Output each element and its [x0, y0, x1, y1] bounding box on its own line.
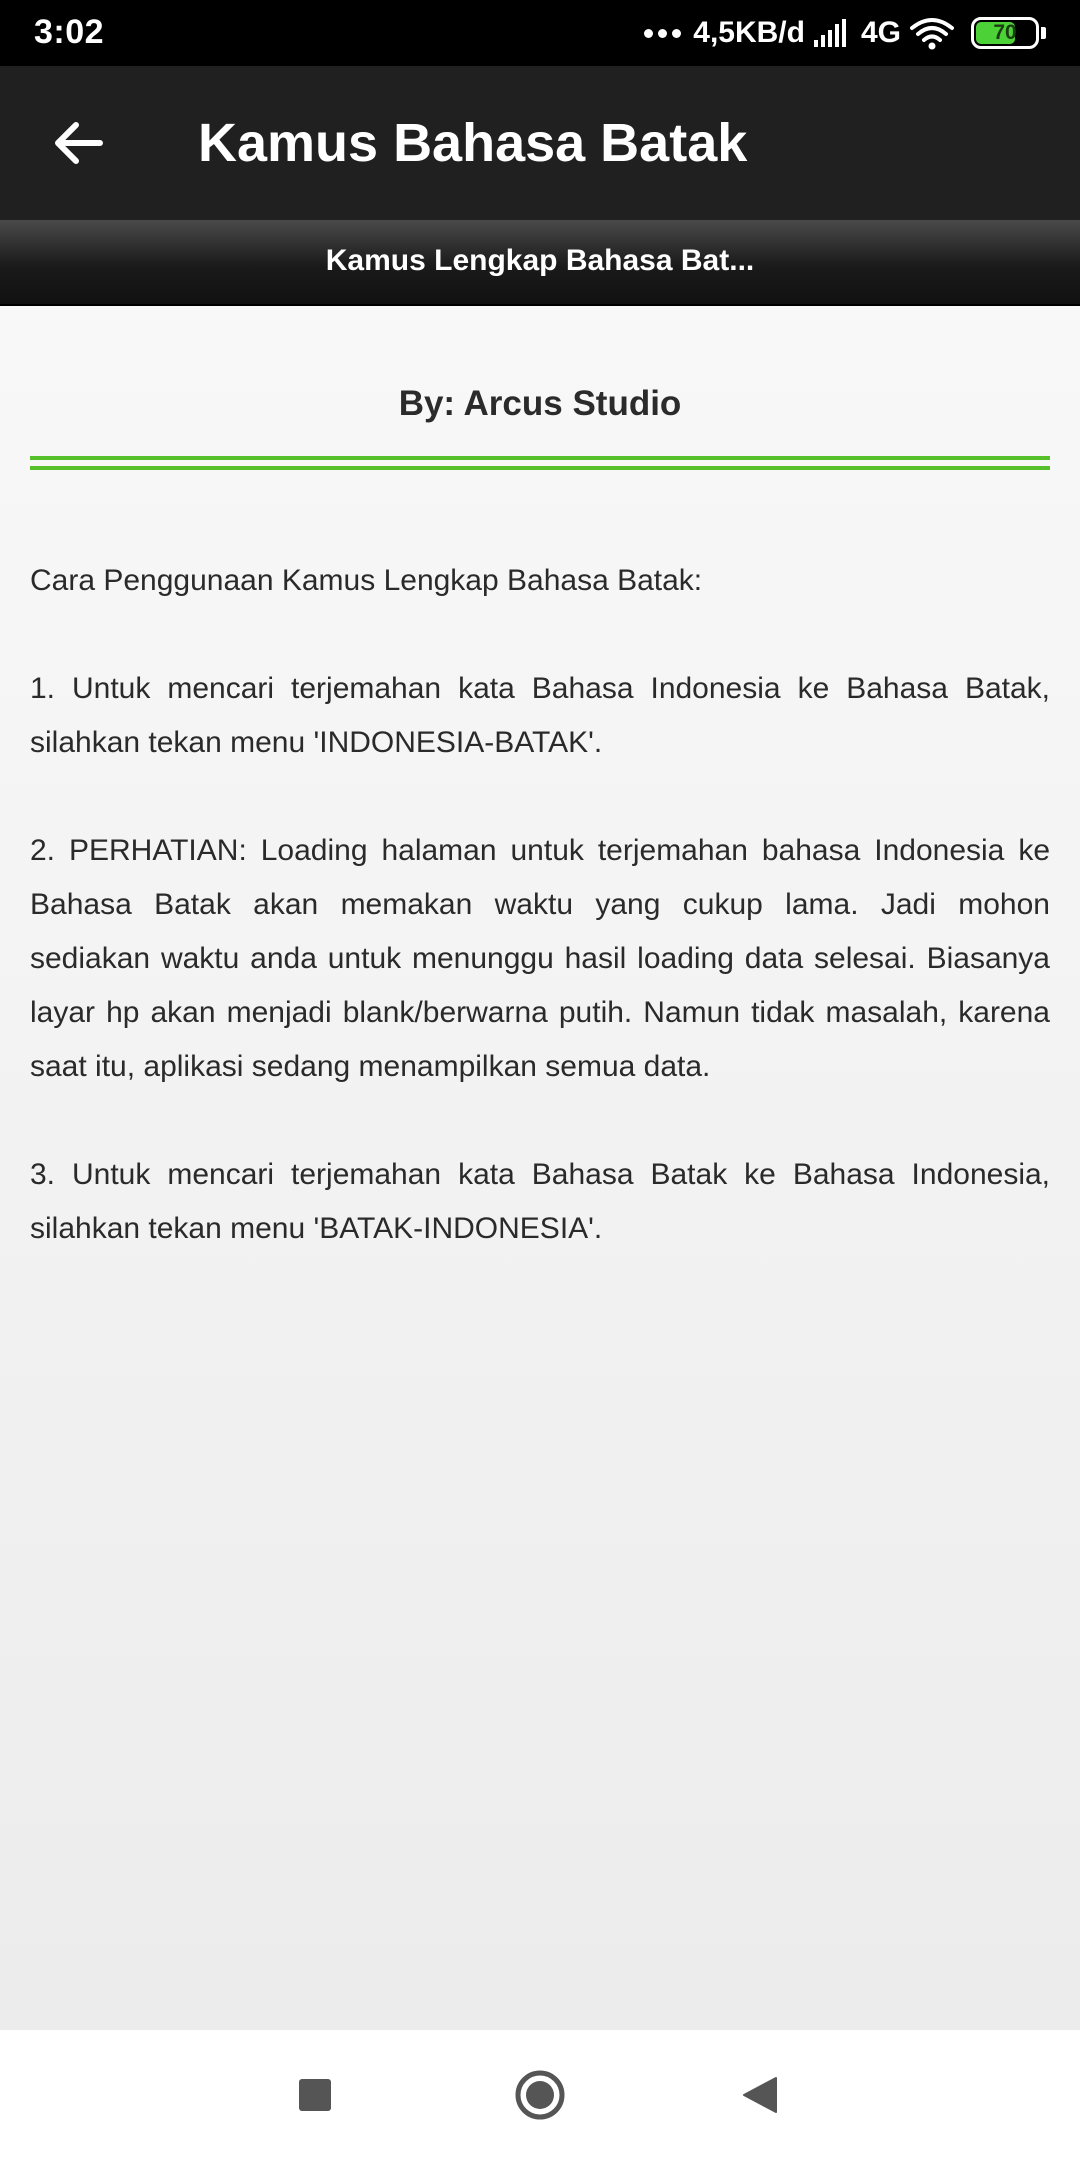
battery-level: 70: [993, 21, 1017, 44]
status-bar: [0, 0, 1080, 66]
arrow-left-icon: [52, 119, 104, 167]
wifi-icon: [909, 16, 955, 50]
system-nav-bar: [0, 2030, 1080, 2160]
home-circle-icon: [514, 2069, 566, 2121]
network-speed: 4,5KB/d: [693, 16, 805, 49]
divider: [30, 456, 1050, 470]
app-title: Kamus Bahasa Batak: [198, 113, 748, 173]
instruction-step-3: 3. Untuk mencari terjemahan kata Bahasa Batak ke Bahasa Indonesia, silahkan tekan menu 'BATAK-INDONESIA'.: [30, 1158, 1050, 1245]
signal-icon: [813, 18, 849, 48]
status-icons: [644, 12, 1046, 54]
recents-square-icon: [298, 2078, 332, 2112]
instruction-step-2: 2. PERHATIAN: Loading halaman untuk terjemahan bahasa Indonesia ke Bahasa Batak akan memakan waktu yang cukup lama. Jadi mohon sediakan waktu anda untuk menunggu hasil loading data selesai. Biasanya layar hp akan menjadi blank/berwarna putih. Namun tidak masalah, karena saat itu, aplikasi sedang menampilkan semua data.: [30, 834, 1050, 1083]
instruction-step-1: 1. Untuk mencari terjemahan kata Bahasa Indonesia ke Bahasa Batak, silahkan tekan menu 'INDONESIA-BATAK'.: [30, 672, 1050, 759]
notification-dots-icon: [644, 29, 681, 38]
app-bar: [0, 66, 1080, 220]
battery-tip: [1041, 27, 1046, 39]
instructions-intro: Cara Penggunaan Kamus Lengkap Bahasa Batak:: [30, 564, 703, 597]
status-time: 3:02: [34, 13, 105, 51]
back-button[interactable]: [40, 105, 116, 181]
back-triangle-icon: [742, 2076, 778, 2114]
nav-back-button[interactable]: [730, 2065, 790, 2125]
recents-button[interactable]: [285, 2065, 345, 2125]
subtitle-text: Kamus Lengkap Bahasa Bat...: [325, 244, 755, 277]
instructions: [30, 554, 1050, 1310]
network-type: 4G: [860, 16, 901, 49]
battery-icon: [971, 17, 1039, 49]
content-area: [0, 306, 1080, 2030]
home-button[interactable]: [510, 2065, 570, 2125]
subtitle-bar: [0, 220, 1080, 306]
author-credit: By: Arcus Studio: [398, 384, 682, 423]
